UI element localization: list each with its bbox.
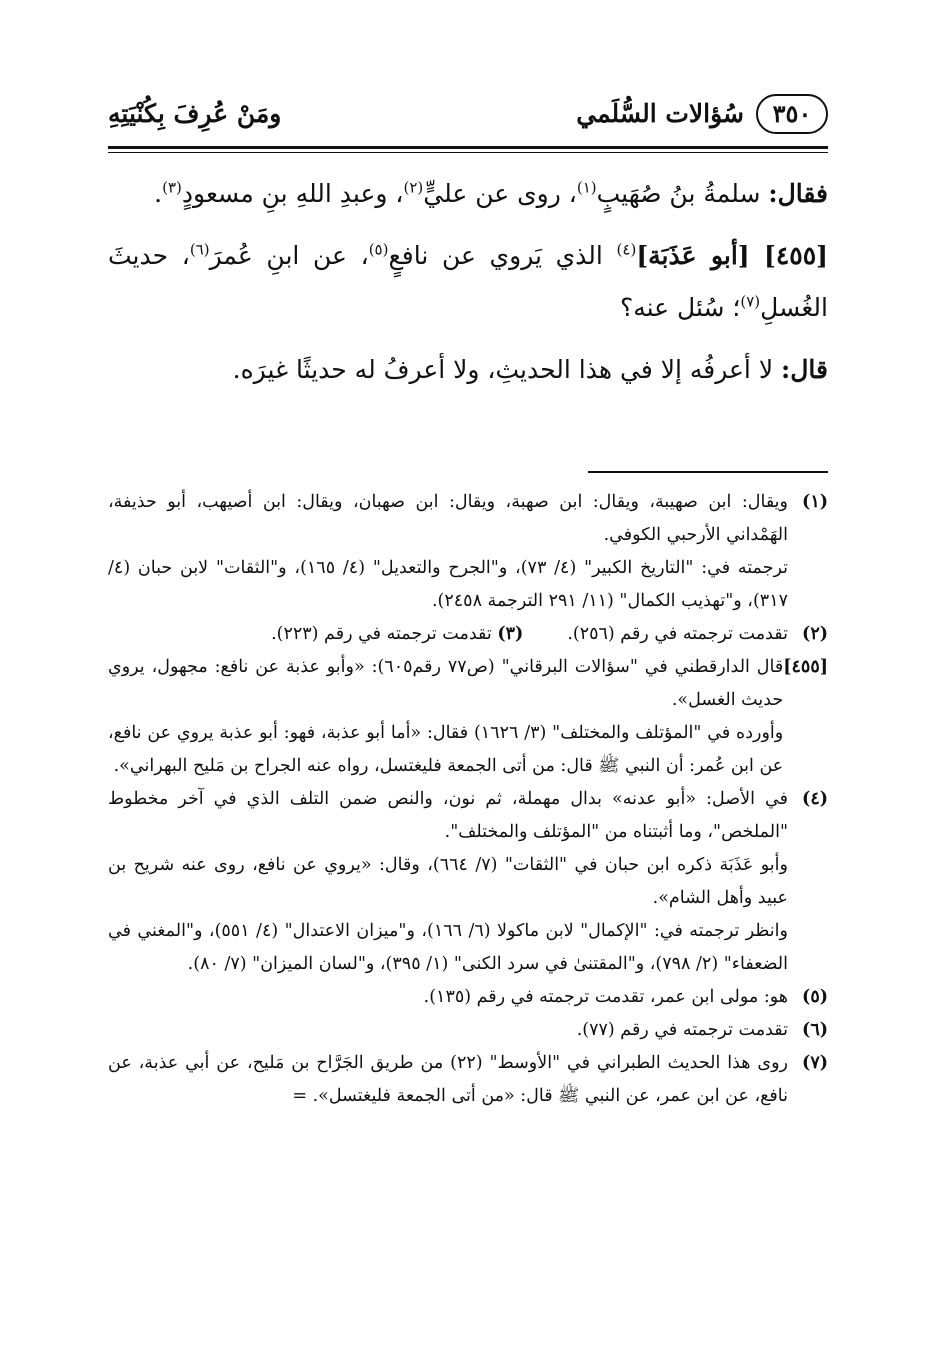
footnote-1 [108,486,828,618]
text-segment: ، حديثَ الغُسلِ [108,241,828,322]
footnote-ref[interactable]: (٣) [162,178,182,197]
footnote-ref[interactable]: (٥) [368,240,389,259]
chapter-title: ومَنْ عُرِفَ بِكُنْيَتِهِ [108,99,282,128]
header-rule [108,146,828,149]
footnote-number: (٧) [802,1053,828,1073]
footnote-line: في الأصل: «أبو عدنه» بدال مهملة، ثم نون، والنص ضمن التلف الذي في آخر مخطوط "الملخص"، وما أثبتناه من "المؤتلف والمختلف". [108,789,788,842]
footnote-line: روى هذا الحديث الطبراني في "الأوسط" (٢٢) من طريق الجَرَّاح بن مَليح، عن أبي عذبة، عن نافع، عن ابن عمر، عن النبي ﷺ قال: «من أتى الجمعة فليغتسل». = [108,1053,789,1106]
paragraph-answer-2 [108,344,828,396]
footnote-number: (٢) [802,624,828,644]
footnote-number: (١) [802,492,828,512]
page-number: ٣٥٠ [756,94,828,134]
footnote-line: تقدمت ترجمته في رقم (٢٢٣). [271,624,492,644]
footnote-ref[interactable]: (٤) [616,240,637,259]
footnotes [108,486,828,1113]
speaker-label: قال: [781,355,828,384]
footnote-line: تقدمت ترجمته في رقم (٢٥٦). [567,624,788,644]
book-title: سُؤالات السُّلَمي [576,99,744,128]
footnote-line: هو: مولى ابن عمر، تقدمت ترجمته في رقم (١٣٥). [423,987,788,1007]
text-segment: ، روى عن عليٍّ [423,179,577,208]
footnote-number: (٤) [802,789,828,809]
footnote-2-3 [108,618,828,651]
footnote-5 [108,981,828,1014]
footnote-line: تقدمت ترجمته في رقم (٧٧). [576,1020,788,1040]
paragraph-answer-1 [108,168,828,220]
footnote-ref[interactable]: (٢) [403,178,424,197]
footnote-7 [108,1047,828,1113]
footnote-line: وانظر ترجمته في: "الإكمال" لابن ماكولا (٦/ ١٦٦)، و"ميزان الاعتدال" (٤/ ٥٥١)، و"المغني في الضعفاء" (٢/ ٧٩٨)، و"المقتنىٰ في سرد الكنى" (١/ ٣٩٥)، و"لسان الميزان" (٧/ ٨٠). [108,921,788,974]
footnote-6 [108,1014,828,1047]
footnote-ref[interactable]: (٧) [740,292,761,311]
footnote-line: وأبو عَذَبَة ذكره ابن حبان في "الثقات" (٧/ ٦٦٤)، وقال: «يروي عن نافع، روى عنه شريح بن عبيد وأهل الشام». [108,855,788,908]
footnote-line: قال الدارقطني في "سؤالات البرقاني" (ص٧٧ رقم٦٠٥): «وأبو عذبة عن نافع: مجهول، يروي حديث الغسل». [108,657,784,710]
footnote-separator [588,471,828,473]
footnote-line: وأورده في "المؤتلف والمختلف" (٣/ ١٦٢٦) فقال: «أما أبو عذبة، فهو: أبو عذبة يروي عن نافع، عن ابن عُمر: أن النبي ﷺ قال: من أتى الجمعة فليغتسل، رواه عنه الجراح بن مَليح البهراني». [108,723,784,776]
footnote-line: ترجمته في: "التاريخ الكبير" (٤/ ٧٣)، و"الجرح والتعديل" (٤/ ١٦٥)، و"الثقات" لابن حبان (٤/ ٣١٧)، و"تهذيب الكمال" (١١/ ٢٩١ الترجمة ٢٤٥٨). [108,558,788,611]
footnote-number: [٤٥٥] [783,657,828,677]
footnote-entry-455 [108,651,828,783]
header-rule-thin [108,152,828,153]
paragraph-entry-455 [108,230,828,334]
main-text [108,168,828,406]
footnote-4 [108,783,828,981]
text-segment: . [154,179,163,208]
text-segment: الذي يَروي عن نافعٍ [388,241,617,270]
footnote-ref[interactable]: (٦) [189,240,210,259]
entry-heading: [٤٥٥] [أبو عَذَبَة] [636,241,828,270]
text-segment: لا أعرفُه إلا في هذا الحديثِ، ولا أعرفُ له حديثًا غيرَه. [232,355,782,384]
footnote-ref[interactable]: (١) [576,178,597,197]
text-segment: ، وعبدِ اللهِ بنِ مسعودٍ [181,179,404,208]
text-segment: ؛ سُئل عنه؟ [619,293,741,322]
footnote-line: ويقال: ابن صهيبة، ويقال: ابن صهبة، ويقال: ابن صهبان، ويقال: ابن أصيهب، أبو حذيفة، الهَمْداني الأرحبي الكوفي. [108,492,788,545]
text-segment: سلمةُ بنُ صُهَيبٍ [596,179,769,208]
footnote-number: (٦) [802,1020,828,1040]
footnote-number: (٥) [802,987,828,1007]
text-segment: ، عن ابنِ عُمرَ [209,241,369,270]
page-header [108,90,828,142]
speaker-label: فقال: [768,179,828,208]
footnote-number: (٣) [497,624,524,644]
